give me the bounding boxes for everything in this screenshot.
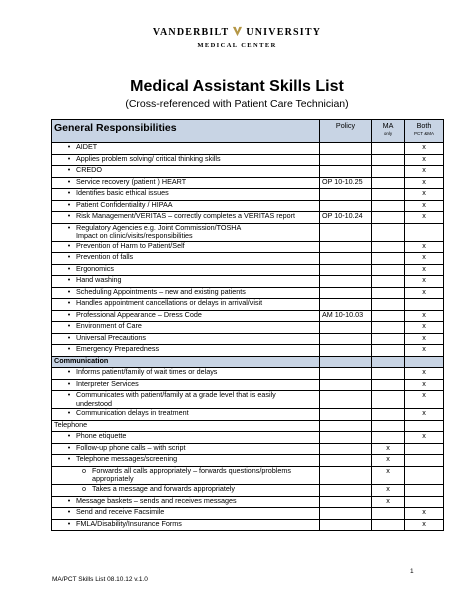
table-row [52, 189, 444, 201]
both-mark: x [405, 310, 444, 322]
skill-text: Hand washing [76, 275, 122, 285]
skill-text: Scheduling Appointments – new and existing patients [76, 286, 246, 296]
table-row [52, 177, 444, 189]
both-mark [405, 223, 444, 241]
skill-text: Risk Management/VERITAS – correctly completes a VERITAS report [76, 211, 296, 220]
ma-only-mark [372, 177, 405, 189]
bullet-icon: • [67, 188, 71, 197]
both-mark: x [405, 212, 444, 224]
skill-cell [52, 368, 320, 380]
both-mark: x [405, 368, 444, 380]
ma-only-mark [372, 287, 405, 299]
skill-cell [52, 310, 320, 322]
table-row [52, 322, 444, 334]
both-mark: x [405, 166, 444, 178]
ma-only-mark [372, 276, 405, 288]
skill-cell [52, 154, 320, 166]
bullet-icon: • [67, 153, 71, 163]
bullet-icon: • [67, 507, 71, 517]
column-header-policy: Policy [320, 120, 372, 143]
bullet-icon: • [67, 176, 71, 186]
table-row [52, 264, 444, 276]
skill-cell [52, 508, 320, 520]
skill-text: Phone etiquette [76, 431, 127, 441]
skill-text: Service recovery (patient ) HEART [76, 176, 187, 186]
ma-only-mark [372, 379, 405, 391]
skill-cell [52, 223, 320, 241]
policy-cell [320, 223, 372, 241]
page-title: Medical Assistant Skills List [130, 78, 344, 95]
section-header-general: General Responsibilities [52, 120, 320, 143]
ma-only-mark [372, 368, 405, 380]
ma-only-mark [372, 166, 405, 178]
both-mark: x [405, 276, 444, 288]
skill-cell [52, 166, 320, 178]
bullet-icon: • [67, 367, 71, 377]
column-header-both: Both PCT &MA [405, 120, 444, 143]
skill-text: Ergonomics [76, 263, 114, 273]
vanderbilt-oak-leaf-icon [232, 26, 243, 37]
ma-only-mark [372, 154, 405, 166]
both-mark: x [405, 264, 444, 276]
table-row [52, 496, 444, 508]
ma-only-mark: x [372, 443, 405, 455]
bullet-icon: • [67, 378, 71, 388]
skill-cell [52, 496, 320, 508]
policy-cell [320, 241, 372, 253]
ma-only-mark [372, 322, 405, 334]
table-row [52, 212, 444, 224]
skill-text: Emergency Preparedness [76, 344, 160, 354]
skill-cell [52, 299, 320, 311]
skill-text: AIDET [76, 142, 98, 151]
table-row [52, 345, 444, 357]
both-mark: x [405, 345, 444, 357]
skill-cell [52, 466, 320, 484]
skill-cell [52, 379, 320, 391]
policy-cell [320, 154, 372, 166]
policy-cell [320, 508, 372, 520]
page-subtitle: (Cross-referenced with Patient Care Technician) [125, 98, 349, 110]
section-row [52, 356, 444, 368]
skill-cell [52, 241, 320, 253]
bullet-icon: • [67, 321, 71, 331]
skill-cell [52, 253, 320, 265]
bullet-icon: • [67, 286, 71, 296]
skill-text: Informs patient/family of wait times or delays [76, 367, 218, 377]
both-mark: x [405, 200, 444, 212]
table-row [52, 455, 444, 467]
skill-cell [52, 322, 320, 334]
policy-cell [320, 519, 372, 531]
table-row [52, 223, 444, 241]
table-row [52, 287, 444, 299]
policy-cell [320, 432, 372, 444]
skill-text: Interpreter Services [76, 378, 139, 388]
both-mark: x [405, 333, 444, 345]
ma-only-mark [372, 264, 405, 276]
policy-cell [320, 368, 372, 380]
section-label: Communication [52, 356, 320, 368]
skill-cell [52, 276, 320, 288]
skill-cell [52, 409, 320, 421]
skill-text: Communicates with patient/family at a grade level that is easily understood [76, 390, 276, 408]
policy-cell [320, 322, 372, 334]
both-mark: x [405, 391, 444, 409]
both-mark: x [405, 189, 444, 201]
both-mark [405, 455, 444, 467]
both-mark [405, 443, 444, 455]
policy-cell [320, 485, 372, 497]
policy-cell: OP 10-10.25 [320, 177, 372, 189]
ma-only-mark: x [372, 455, 405, 467]
skill-text: Applies problem solving/ critical thinking skills [76, 153, 221, 163]
column-header-ma: MA only [372, 120, 405, 143]
skill-cell [52, 485, 320, 497]
both-mark: x [405, 177, 444, 189]
policy-cell [320, 466, 372, 484]
skill-text: Handles appointment cancellations or delays in arrival/visit [76, 298, 263, 308]
skill-cell [52, 287, 320, 299]
skill-text-secondary: Impact on clinic/visits/responsibilities [76, 231, 193, 241]
both-mark: x [405, 253, 444, 265]
circle-bullet-icon: o [82, 465, 86, 475]
skill-text: Follow-up phone calls – with script [76, 442, 186, 452]
bullet-icon: • [67, 211, 71, 220]
skill-cell [52, 432, 320, 444]
bullet-icon: • [67, 408, 71, 418]
both-mark [405, 466, 444, 484]
skills-table [51, 119, 444, 531]
skill-cell [52, 212, 320, 224]
bullet-icon: • [67, 263, 71, 273]
policy-cell [320, 409, 372, 421]
both-mark: x [405, 519, 444, 531]
skill-text: Send and receive Facsimile [76, 507, 165, 517]
ma-only-mark: x [372, 485, 405, 497]
logo-right-text: UNIVERSITY [246, 27, 322, 38]
policy-cell [320, 143, 372, 155]
policy-cell [320, 299, 372, 311]
skill-cell [52, 455, 320, 467]
bullet-icon: • [67, 142, 71, 151]
bullet-icon: • [67, 495, 71, 505]
bullet-icon: • [67, 332, 71, 342]
skill-text: Professional Appearance – Dress Code [76, 309, 202, 319]
policy-cell [320, 455, 372, 467]
table-row [52, 276, 444, 288]
policy-cell [320, 345, 372, 357]
ma-only-mark [372, 253, 405, 265]
bullet-icon: • [67, 309, 71, 319]
both-mark: x [405, 241, 444, 253]
section-label: Telephone [52, 420, 320, 432]
ma-only-mark [372, 391, 405, 409]
ma-only-mark [372, 212, 405, 224]
both-mark: x [405, 143, 444, 155]
policy-cell [320, 200, 372, 212]
both-mark [405, 496, 444, 508]
bullet-icon: • [67, 199, 71, 209]
table-row [52, 432, 444, 444]
ma-only-mark [372, 519, 405, 531]
table-row [52, 241, 444, 253]
skill-text: Telephone messages/screening [76, 454, 178, 464]
skill-cell [52, 189, 320, 201]
policy-cell [320, 379, 372, 391]
bullet-icon: • [67, 518, 71, 528]
table-row [52, 333, 444, 345]
ma-only-mark [372, 508, 405, 520]
policy-cell: OP 10-10.24 [320, 212, 372, 224]
policy-cell [320, 264, 372, 276]
policy-cell [320, 253, 372, 265]
bullet-icon: • [67, 454, 71, 464]
bullet-icon: • [67, 275, 71, 285]
ma-only-mark [372, 189, 405, 201]
both-mark: x [405, 508, 444, 520]
both-mark: x [405, 432, 444, 444]
column-header-ma-sub: only [383, 130, 393, 136]
table-row [52, 391, 444, 409]
policy-cell [320, 189, 372, 201]
ma-only-mark [372, 310, 405, 322]
table-header-row [52, 120, 444, 143]
skill-cell [52, 177, 320, 189]
table-row [52, 466, 444, 484]
table-row [52, 443, 444, 455]
ma-only-mark [372, 200, 405, 212]
table-row [52, 200, 444, 212]
policy-cell [320, 443, 372, 455]
policy-cell [320, 276, 372, 288]
bullet-icon: • [67, 222, 71, 232]
table-row [52, 310, 444, 322]
ma-only-mark [372, 143, 405, 155]
skill-text: Identifies basic ethical issues [76, 188, 169, 197]
both-mark [405, 299, 444, 311]
policy-cell [320, 166, 372, 178]
skill-cell [52, 143, 320, 155]
table-row [52, 508, 444, 520]
skill-cell [52, 391, 320, 409]
skill-cell [52, 443, 320, 455]
skill-text: Universal Precautions [76, 332, 146, 342]
skill-text: Prevention of Harm to Patient/Self [76, 240, 185, 250]
policy-cell [320, 391, 372, 409]
both-mark: x [405, 379, 444, 391]
table-row [52, 143, 444, 155]
skill-text: Message baskets – sends and receives messages [76, 495, 237, 505]
table-row [52, 253, 444, 265]
skill-cell [52, 333, 320, 345]
skill-text: Regulatory Agencies e.g. Joint Commission/TOSHA [76, 222, 242, 232]
ma-only-mark [372, 223, 405, 241]
skill-text: Environment of Care [76, 321, 142, 331]
ma-only-mark [372, 409, 405, 421]
bullet-icon: • [67, 442, 71, 452]
both-mark: x [405, 287, 444, 299]
skill-cell [52, 200, 320, 212]
table-row [52, 368, 444, 380]
bullet-icon: • [67, 298, 71, 308]
bullet-icon: • [67, 390, 71, 400]
ma-only-mark [372, 333, 405, 345]
ma-only-mark [372, 241, 405, 253]
bullet-icon: • [67, 252, 71, 262]
policy-cell [320, 333, 372, 345]
policy-cell: AM 10-10.03 [320, 310, 372, 322]
logo-subtitle: MEDICAL CENTER [197, 42, 277, 49]
table-row [52, 166, 444, 178]
subsection-row [52, 420, 444, 432]
skill-text: Patient Confidentiality / HIPAA [76, 199, 173, 209]
bullet-icon: • [67, 165, 71, 174]
ma-only-mark [372, 345, 405, 357]
table-row [52, 379, 444, 391]
skill-text: Prevention of falls [76, 252, 134, 262]
skills-table-body [52, 120, 444, 531]
ma-only-mark [372, 432, 405, 444]
both-mark: x [405, 154, 444, 166]
skill-text: Takes a message and forwards appropriately [92, 484, 236, 494]
bullet-icon: • [67, 431, 71, 441]
skill-cell [52, 264, 320, 276]
column-header-both-sub: PCT &MA [414, 130, 434, 136]
bullet-icon: • [67, 344, 71, 354]
skill-text: CREDO [76, 165, 102, 174]
table-row [52, 299, 444, 311]
skill-text: Forwards all calls appropriately – forwards questions/problems appropriately [92, 465, 291, 484]
table-row [52, 519, 444, 531]
circle-bullet-icon: o [82, 484, 86, 494]
skill-cell [52, 519, 320, 531]
ma-only-mark: x [372, 496, 405, 508]
ma-only-mark [372, 299, 405, 311]
logo [0, 26, 474, 49]
skill-cell [52, 345, 320, 357]
both-mark: x [405, 322, 444, 334]
table-row [52, 154, 444, 166]
logo-left-text: VANDERBILT [152, 27, 230, 38]
footer-doc-id: MA/PCT Skills List 08.10.12 v.1.0 [52, 576, 148, 583]
policy-cell [320, 496, 372, 508]
ma-only-mark: x [372, 466, 405, 484]
policy-cell [320, 287, 372, 299]
both-mark [405, 485, 444, 497]
skill-text: FMLA/Disability/Insurance Forms [76, 518, 182, 528]
both-mark: x [405, 409, 444, 421]
skill-text: Communication delays in treatment [76, 408, 189, 418]
table-row [52, 485, 444, 497]
bullet-icon: • [67, 240, 71, 250]
table-row [52, 409, 444, 421]
page-number: 1 [410, 568, 414, 575]
